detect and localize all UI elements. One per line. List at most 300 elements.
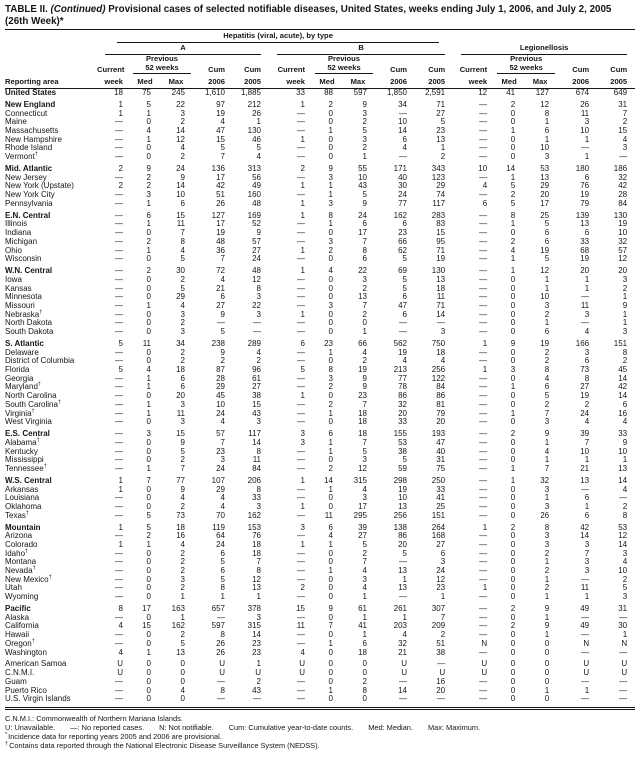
data-cell: 7 [544,408,550,418]
data-cell: 4 [146,365,151,375]
data-cell: — [479,463,488,473]
table-row [5,276,635,285]
data-cell: — [297,356,305,366]
header-spacer [193,55,233,64]
data-cell: — [479,134,488,144]
data-cell: 3 [510,365,516,375]
data-cell: 8 [362,685,367,695]
data-cell: — [297,399,305,409]
data-cell: 7 [256,557,261,567]
data-cell: — [479,266,488,276]
data-cell: 16 [618,408,628,418]
data-cell: — [479,417,488,427]
legend-item: U: Unavailable. [5,723,56,733]
data-cell: 1 [510,254,516,264]
row-label: Virginia† [5,407,35,418]
data-cell: 1 [622,318,628,328]
data-cell: 0 [146,566,151,576]
data-cell: — [479,592,488,602]
data-cell: 8 [220,685,225,695]
table-row [5,494,635,503]
data-cell: 2 [180,152,185,162]
data-cell: 0 [328,583,333,593]
table-row [5,649,635,658]
data-cell: 4 [544,373,550,383]
data-cell: 0 [510,557,516,567]
row-label: Louisiana [5,493,40,503]
data-cell: U [255,668,261,678]
data-cell: 250 [431,475,446,485]
data-cell: 160 [247,190,261,200]
data-cell: 5 [300,365,305,375]
data-cell: 649 [613,88,628,97]
data-cell: 6 [180,198,185,208]
data-cell: 4 [622,557,628,567]
data-cell: 315 [247,621,261,631]
data-cell: 3 [180,574,185,584]
data-cell: 0 [146,583,151,593]
data-cell: — [297,612,305,622]
data-cell: 0 [146,417,151,427]
data-cell: 17 [358,501,367,511]
data-cell: 47 [436,437,446,447]
data-cell: 9 [544,604,550,614]
data-cell: 2 [362,143,367,153]
data-cell: — [479,539,488,549]
data-cell: 1 [256,592,261,602]
data-cell: 7 [362,236,367,246]
table-row [5,293,635,302]
data-cell: 313 [247,164,261,173]
data-cell: 2 [362,117,367,127]
data-cell: 7 [584,548,590,558]
data-cell: 0 [510,583,516,593]
data-cell: 4 [256,347,261,357]
data-cell: U [117,668,123,678]
col-header-med: Med [313,74,341,89]
data-cell: — [115,143,123,153]
data-cell: 151 [613,338,628,348]
data-cell: 3 [256,309,261,319]
data-cell: 107 [211,475,225,485]
data-cell: — [297,484,305,494]
data-cell: 20 [540,190,550,200]
data-cell: — [297,417,305,427]
data-cell: — [399,152,407,162]
data-cell: 77 [398,373,407,383]
data-cell: 38 [398,446,407,456]
data-cell: 256 [393,510,407,520]
data-cell: 69 [398,266,407,276]
data-cell: 1 [510,463,516,473]
data-cell: 0 [510,668,516,678]
data-cell: — [297,382,305,392]
data-cell: 0 [510,117,516,127]
data-cell: 14 [324,475,333,485]
data-cell: 66 [358,338,367,348]
row-label: New Hampshire [5,134,62,144]
data-cell: 3 [362,134,367,144]
data-cell: 87 [216,365,225,375]
data-cell: 77 [398,198,407,208]
data-cell: 1 [300,245,305,255]
data-cell: — [115,685,123,695]
data-cell: 9 [362,198,367,208]
row-label: Idaho† [5,548,29,558]
data-cell: 15 [252,399,261,409]
data-cell: 4 [544,446,550,456]
row-label: Utah [5,583,22,593]
data-cell: 23 [216,446,225,456]
data-cell: 2 [220,356,225,366]
data-cell: 136 [211,164,225,173]
data-cell: 43 [358,181,367,191]
data-cell: 73 [580,365,590,375]
data-cell: 3 [180,327,185,337]
data-cell: — [479,630,488,640]
data-cell: 2 [510,99,516,109]
data-cell: — [217,612,225,622]
data-cell: 283 [431,210,446,220]
data-cell: 1 [584,152,590,162]
row-label: Colorado [5,539,38,549]
data-cell: N [621,638,628,648]
data-cell: 0 [510,318,516,328]
data-cell: 25 [436,501,446,511]
data-cell: 0 [146,557,151,567]
data-cell: 1 [584,592,590,602]
data-cell: 7 [544,463,550,473]
data-cell: — [297,152,305,162]
data-cell: 6 [146,210,151,220]
data-cell: 41 [506,88,516,97]
table-row [5,98,635,110]
col-header-previous: Previous [510,54,543,63]
data-cell: — [115,198,123,208]
data-cell: — [115,694,123,704]
data-cell: — [479,210,488,220]
data-cell: 6 [622,399,628,409]
data-cell: 10 [618,566,628,576]
data-cell: 3 [328,373,333,383]
data-cell: 86 [436,391,446,401]
data-cell: — [479,219,488,229]
hepatitis-span-header: Hepatitis (viral, acute), by type [97,30,453,43]
data-cell: 4 [402,143,407,153]
data-cell: 20 [580,266,590,276]
data-cell: — [115,236,123,246]
data-cell: — [297,219,305,229]
data-cell: 53 [540,164,550,173]
data-cell: 16 [176,531,185,541]
data-cell: 3 [544,484,550,494]
data-cell: 17 [216,219,225,229]
data-cell: 127 [535,88,550,97]
data-cell: U [481,668,488,678]
data-cell: 1 [584,283,590,293]
table-row [5,439,635,448]
table-row [5,162,635,174]
data-cell: — [115,117,123,127]
data-cell: 4 [584,417,590,427]
data-cell: 11 [324,510,333,520]
data-cell: — [115,638,123,648]
data-cell: U [621,659,628,669]
data-cell: 8 [256,566,261,576]
data-cell: 49 [252,181,261,191]
data-cell: 56 [252,172,261,182]
data-cell: 0 [328,108,333,118]
data-cell: 7 [362,300,367,310]
data-cell: 0 [328,143,333,153]
title-text: Provisional cases of selected notifiable diseases, United States, weeks ending July 1, 2006, and July 2, 2005 [108,4,612,15]
data-cell: 2 [180,557,185,567]
data-cell: — [479,493,488,503]
data-cell: 0 [328,152,333,162]
table-row [5,375,635,384]
data-cell: 3 [584,566,590,576]
data-cell: 0 [510,228,516,238]
data-cell: 7 [328,621,333,631]
data-cell: 4 [584,327,590,337]
data-cell: — [581,630,590,640]
data-cell: 1 [362,327,367,337]
row-label: Indiana [5,228,32,238]
data-cell: U [401,668,407,678]
data-cell: 6 [402,309,407,319]
data-cell: 2 [622,574,628,584]
data-cell: 1 [180,592,185,602]
data-cell: — [297,172,305,182]
data-cell: 2 [146,266,151,276]
data-cell: 0 [544,638,550,648]
row-label: E.N. Central [5,210,51,220]
data-cell: 0 [362,668,367,678]
data-cell: — [115,283,123,293]
data-cell: 0 [146,592,151,602]
data-cell: 0 [328,292,333,302]
data-cell: 0 [510,152,516,162]
table-row [5,584,635,593]
data-cell: — [479,283,488,293]
data-cell: — [115,292,123,302]
table-row [5,695,635,704]
data-cell: — [479,548,488,558]
data-cell: 0 [510,437,516,447]
data-cell: — [115,455,123,465]
data-cell: 5 [220,327,225,337]
data-cell: 27 [358,531,367,541]
data-cell: 2 [328,399,333,409]
data-cell: 27 [252,245,261,255]
data-cell: 1 [118,522,123,532]
dagger-marker: † [31,638,35,645]
data-cell: 5 [146,522,151,532]
data-cell: 162 [393,210,407,220]
data-cell: 7 [220,437,225,447]
row-label: Mississippi [5,455,44,465]
data-cell: 48 [252,266,261,276]
data-cell: 23 [252,638,261,648]
table-row [5,622,635,631]
data-cell: 2 [328,245,333,255]
data-cell: 0 [510,347,516,357]
data-cell: 1 [402,612,407,622]
data-cell: 23 [324,338,333,348]
data-cell: 40 [436,446,446,456]
data-cell: — [115,630,123,640]
data-cell: 29 [436,181,446,191]
data-cell: 33 [618,429,628,439]
data-cell: 14 [618,475,628,485]
row-label: Oregon† [5,638,35,648]
data-cell: 4 [362,583,367,593]
data-cell: — [297,548,305,558]
data-cell: 45 [618,365,628,375]
data-cell: 7 [180,228,185,238]
data-cell: 1 [544,437,550,447]
table-row [5,602,635,614]
table-row [5,127,635,136]
data-cell: 8 [622,510,628,520]
data-cell: 17 [142,604,151,614]
data-cell: 0 [146,143,151,153]
data-cell: 6 [402,134,407,144]
row-label: Mountain [5,522,41,532]
row-label: C.N.M.I. [5,668,35,678]
data-cell: 261 [393,604,407,614]
data-cell: 4 [146,126,151,135]
data-cell: 1 [362,592,367,602]
data-cell: 212 [247,99,261,109]
data-cell: 9 [362,382,367,392]
header-row-span [5,30,635,43]
data-cell: 24 [358,210,367,220]
data-cell: 1 [328,446,333,456]
data-cell: 166 [575,338,590,348]
data-cell: 49 [580,621,590,631]
data-cell: — [297,228,305,238]
data-cell: 13 [580,219,590,229]
header-spacer [453,55,495,64]
row-label: California [5,621,39,631]
data-cell: 5 [402,283,407,293]
data-cell: 0 [146,327,151,337]
row-label: Ohio [5,245,22,255]
table-row [5,366,635,375]
row-label: Guam [5,676,27,686]
data-cell: 0 [510,356,516,366]
col-header-week: week [453,74,495,89]
data-cell: 13 [398,501,407,511]
data-cell: 13 [176,647,185,657]
data-cell: — [115,254,123,264]
table-row [5,229,635,238]
data-cell: — [619,647,628,657]
row-label: Hawaii [5,630,30,640]
data-cell: 4 [180,300,185,310]
row-label: Connecticut [5,108,48,118]
data-cell: 4 [510,245,516,255]
data-cell: 0 [146,117,151,127]
data-cell: 3 [220,455,225,465]
data-cell: 3 [256,612,261,622]
data-cell: 2 [256,356,261,366]
data-cell: 14 [398,126,407,135]
data-cell: — [297,347,305,357]
data-cell: 42 [580,522,590,532]
data-cell: 298 [393,475,407,485]
data-cell: 23 [358,391,367,401]
data-cell: 96 [252,365,261,375]
data-cell: — [297,531,305,541]
header-row-groups [5,43,635,55]
data-cell: 0 [146,694,151,704]
table-row [5,220,635,229]
data-cell: — [115,347,123,357]
data-cell: 1 [362,612,367,622]
data-cell: 597 [211,621,225,631]
data-cell: 0 [328,391,333,401]
data-cell: 0 [146,446,151,456]
surveillance-table [5,30,635,704]
table-row [5,418,635,427]
data-cell: 4 [328,266,333,276]
data-cell: 26 [216,638,225,648]
data-cell: 1 [118,539,123,549]
data-cell: 13 [398,566,407,576]
data-cell: 1 [146,219,151,229]
data-cell: — [479,228,488,238]
col-header-current: Current [97,64,125,74]
data-cell: 1 [544,557,550,567]
data-cell: 5 [402,548,407,558]
data-cell: 20 [398,539,407,549]
data-cell: 3 [256,501,261,511]
data-cell: — [115,245,123,255]
data-cell: 55 [358,164,367,173]
data-cell: 1 [584,134,590,144]
data-cell: 3 [584,309,590,319]
data-cell: 0 [146,612,151,622]
data-cell: U [481,659,488,669]
data-cell: 0 [510,612,516,622]
col-header-cum: Cum [572,64,590,74]
data-cell: — [115,172,123,182]
data-cell: 1 [300,99,305,109]
dagger-marker: † [43,463,47,470]
data-cell: 0 [328,455,333,465]
col-header-previous: Previous [327,54,361,63]
data-cell: 3 [362,108,367,118]
data-cell: 6 [180,382,185,392]
data-cell: — [399,676,407,686]
data-cell: — [399,557,407,567]
data-cell: 34 [176,338,185,348]
data-cell: 24 [216,539,225,549]
data-cell: 14 [252,630,261,640]
header-spacer [375,55,415,64]
data-cell: 0 [510,659,516,669]
data-cell: 169 [247,210,261,220]
data-cell: 4 [622,134,628,144]
data-cell: 5 [440,117,446,127]
data-cell: 3 [440,557,446,567]
data-cell: 0 [510,592,516,602]
data-cell: 33 [580,236,590,246]
data-cell: 1,610 [204,88,225,97]
data-cell: 9 [180,437,185,447]
